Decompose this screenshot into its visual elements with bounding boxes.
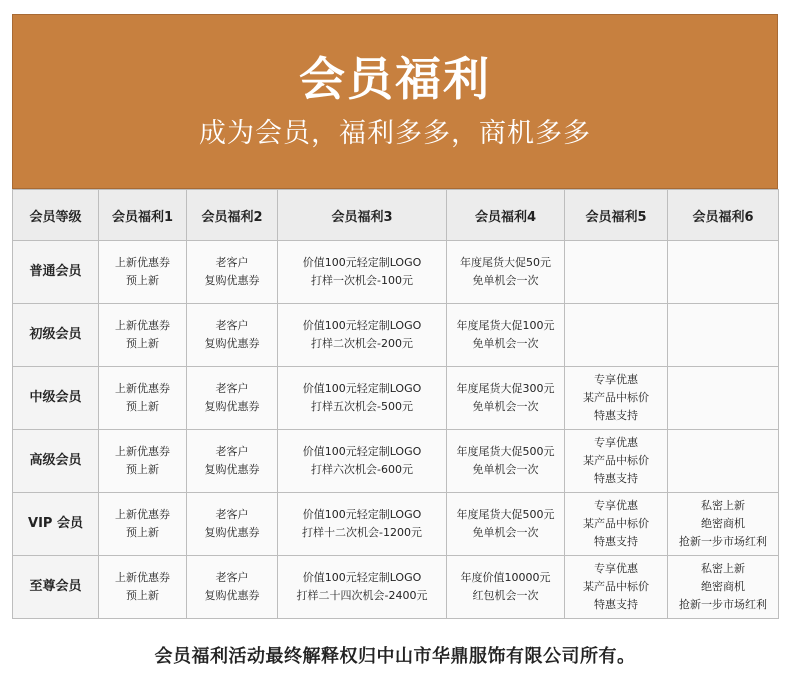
header-level: 会员等级	[13, 190, 99, 241]
table-row	[13, 367, 779, 430]
benefit-cell	[565, 304, 668, 367]
benefit-cell: 年度尾货大促50元 免单机会一次	[447, 241, 565, 304]
page-title: 会员福利	[299, 52, 491, 106]
table-row	[13, 556, 779, 619]
member-level: VIP 会员	[13, 493, 99, 556]
member-level: 至尊会员	[13, 556, 99, 619]
benefit-cell: 年度尾货大促500元 免单机会一次	[447, 430, 565, 493]
benefit-cell: 老客户 复购优惠券	[187, 556, 278, 619]
table-row	[13, 430, 779, 493]
benefit-cell: 上新优惠券 预上新	[99, 241, 187, 304]
benefit-cell: 老客户 复购优惠券	[187, 367, 278, 430]
benefit-cell: 老客户 复购优惠券	[187, 493, 278, 556]
benefit-cell: 年度尾货大促500元 免单机会一次	[447, 493, 565, 556]
benefit-cell: 价值100元轻定制LOGO 打样二十四次机会-2400元	[278, 556, 447, 619]
benefit-cell	[668, 241, 779, 304]
benefit-cell: 上新优惠券 预上新	[99, 304, 187, 367]
benefit-cell: 年度尾货大促100元 免单机会一次	[447, 304, 565, 367]
benefit-cell: 价值100元轻定制LOGO 打样十二次机会-1200元	[278, 493, 447, 556]
benefit-cell: 专享优惠 某产品中标价 特惠支持	[565, 367, 668, 430]
benefit-cell: 专享优惠 某产品中标价 特惠支持	[565, 556, 668, 619]
table-header-row	[13, 190, 779, 241]
benefit-cell: 上新优惠券 预上新	[99, 556, 187, 619]
benefit-cell: 价值100元轻定制LOGO 打样六次机会-600元	[278, 430, 447, 493]
benefit-cell: 老客户 复购优惠券	[187, 241, 278, 304]
benefit-cell: 价值100元轻定制LOGO 打样五次机会-500元	[278, 367, 447, 430]
benefit-cell: 价值100元轻定制LOGO 打样二次机会-200元	[278, 304, 447, 367]
header-benefit-2: 会员福利2	[187, 190, 278, 241]
member-level: 普通会员	[13, 241, 99, 304]
benefit-cell: 老客户 复购优惠券	[187, 430, 278, 493]
benefit-cell: 上新优惠券 预上新	[99, 430, 187, 493]
benefit-cell	[565, 241, 668, 304]
table-row	[13, 304, 779, 367]
benefit-cell: 专享优惠 某产品中标价 特惠支持	[565, 493, 668, 556]
benefit-cell: 上新优惠券 预上新	[99, 493, 187, 556]
benefit-cell: 老客户 复购优惠券	[187, 304, 278, 367]
benefit-cell: 上新优惠券 预上新	[99, 367, 187, 430]
header-benefit-5: 会员福利5	[565, 190, 668, 241]
benefit-cell	[668, 304, 779, 367]
benefit-cell	[668, 430, 779, 493]
benefits-table	[12, 189, 779, 619]
header-benefit-4: 会员福利4	[447, 190, 565, 241]
benefit-cell: 私密上新 绝密商机 抢新一步市场红利	[668, 493, 779, 556]
member-level: 初级会员	[13, 304, 99, 367]
benefit-cell	[668, 367, 779, 430]
member-level: 中级会员	[13, 367, 99, 430]
footer-disclaimer: 会员福利活动最终解释权归中山市华鼎服饰有限公司所有。	[154, 646, 636, 667]
header-benefit-1: 会员福利1	[99, 190, 187, 241]
banner	[12, 14, 778, 189]
header-benefit-3: 会员福利3	[278, 190, 447, 241]
member-benefits-sheet	[12, 14, 778, 619]
header-benefit-6: 会员福利6	[668, 190, 779, 241]
benefit-cell: 专享优惠 某产品中标价 特惠支持	[565, 430, 668, 493]
member-level: 高级会员	[13, 430, 99, 493]
table-row	[13, 241, 779, 304]
benefit-cell: 价值100元轻定制LOGO 打样一次机会-100元	[278, 241, 447, 304]
benefit-cell: 年度尾货大促300元 免单机会一次	[447, 367, 565, 430]
benefit-cell: 年度价值10000元 红包机会一次	[447, 556, 565, 619]
table-row	[13, 493, 779, 556]
page-subtitle: 成为会员，福利多多，商机多多	[199, 118, 591, 149]
benefit-cell: 私密上新 绝密商机 抢新一步市场红利	[668, 556, 779, 619]
